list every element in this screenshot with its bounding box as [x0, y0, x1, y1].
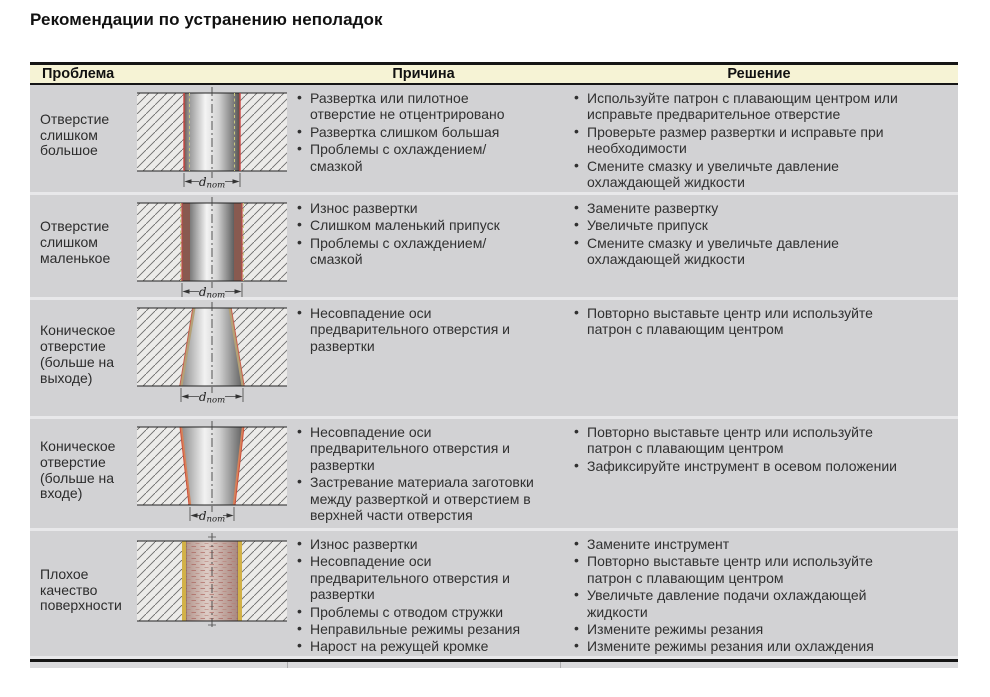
table-row [30, 85, 958, 195]
svg-text:dnom: dnom [198, 390, 226, 406]
table-row [30, 300, 958, 419]
bullet-item: • Несовпадение оси предварительного отверстия и развертки [295, 305, 537, 354]
bullet-item: • Используйте патрон с плавающим центром или исправьте предварительное отверстие [572, 90, 920, 123]
bullet-item: • Смените смазку и увеличьте давление охлаждающей жидкости [572, 235, 920, 268]
solution-cell [560, 85, 958, 192]
bullet-item: • Замените развертку [572, 200, 920, 216]
cause-cell [287, 531, 560, 656]
solution-list [572, 424, 958, 474]
bore-taper-entrance-illustration [137, 419, 287, 528]
cause-list [295, 90, 560, 174]
cause-cell [287, 195, 560, 297]
bullet-item: • Развертка слишком большая [295, 124, 537, 140]
problem-cell [30, 195, 287, 301]
column-header-cause: Причина [392, 66, 455, 82]
problem-cell [30, 531, 287, 656]
bullet-item: • Замените инструмент [572, 536, 920, 552]
column-divider [560, 662, 561, 668]
column-divider [287, 662, 288, 668]
bore-undersize-illustration [137, 195, 287, 301]
bore-rough-surface-illustration [137, 531, 287, 656]
bullet-item: • Повторно выставьте центр или используйте патрон с плавающим центром [572, 553, 920, 586]
bullet-item: • Повторно выставьте центр или используйте патрон с плавающим центром [572, 424, 920, 457]
solution-cell [560, 300, 958, 416]
bullet-item: • Смените смазку и увеличьте давление охлаждающей жидкости [572, 158, 920, 191]
bullet-item: • Измените режимы резания или охлаждения [572, 638, 920, 654]
table-header-row [30, 62, 958, 85]
bullet-item: • Увеличьте припуск [572, 217, 920, 233]
bullet-item: • Износ развертки [295, 536, 537, 552]
troubleshooting-table [30, 62, 958, 668]
bullet-item: • Несовпадение оси предварительного отверстия и развертки [295, 553, 537, 602]
bullet-item: • Неправильные режимы резания [295, 621, 537, 637]
cause-list [295, 200, 560, 268]
bullet-item: • Зафиксируйте инструмент в осевом положении [572, 458, 920, 474]
bullet-item: • Нарост на режущей кромке [295, 638, 537, 654]
column-header-problem: Проблема [42, 66, 115, 82]
cause-cell [287, 85, 560, 192]
bullet-item: • Застревание материала заготовки между разверткой и отверстием в верхней части отверстия [295, 474, 537, 523]
problem-label: Плохое качество поверхности [40, 565, 122, 614]
problem-cell [30, 300, 287, 416]
bullet-item: • Несовпадение оси предварительного отверстия и развертки [295, 424, 537, 473]
bullet-item: • Проблемы с охлаждением/смазкой [295, 141, 537, 174]
bullet-item: • Проверьте размер развертки и исправьте при необходимости [572, 124, 920, 157]
svg-text:dnom: dnom [198, 175, 226, 191]
svg-text:dnom: dnom [198, 285, 226, 301]
problem-cell [30, 85, 287, 192]
problem-label: Коническое отверстие (больше на выходе) [40, 322, 116, 386]
svg-text:dnom: dnom [198, 509, 226, 525]
bullet-item: • Слишком маленький припуск [295, 217, 537, 233]
cause-cell [287, 419, 560, 528]
bore-taper-exit-illustration [137, 300, 287, 416]
bullet-item: • Увеличьте давление подачи охлаждающей жидкости [572, 587, 920, 620]
bullet-item: • Развертка или пилотное отверстие не отцентрировано [295, 90, 537, 123]
solution-cell [560, 531, 958, 656]
cause-list [295, 305, 560, 354]
table-row [30, 195, 958, 300]
solution-list [572, 90, 958, 190]
table-row [30, 419, 958, 531]
column-header-solution: Решение [727, 66, 791, 82]
solution-cell [560, 195, 958, 297]
table-bottom-strip [30, 659, 958, 668]
cause-list [295, 424, 560, 523]
cause-list [295, 536, 560, 655]
problem-label: Отверстие слишком маленькое [40, 218, 111, 266]
bullet-item: • Проблемы с охлаждением/смазкой [295, 235, 537, 268]
bullet-item: • Повторно выставьте центр или используйте патрон с плавающим центром [572, 305, 920, 338]
bullet-item: • Проблемы с отводом стружки [295, 604, 537, 620]
solution-list [572, 536, 958, 655]
problem-label: Коническое отверстие (больше на входе) [40, 437, 116, 502]
solution-list [572, 305, 958, 338]
solution-cell [560, 419, 958, 528]
bullet-item: • Измените режимы резания [572, 621, 920, 637]
bore-oversize-illustration [137, 85, 287, 192]
cause-cell [287, 300, 560, 416]
problem-cell [30, 419, 287, 528]
page-title: Рекомендации по устранению неполадок [30, 10, 383, 29]
problem-label: Отверстие слишком большое [40, 110, 110, 159]
bullet-item: • Износ развертки [295, 200, 537, 216]
table-row [30, 531, 958, 659]
solution-list [572, 200, 958, 268]
